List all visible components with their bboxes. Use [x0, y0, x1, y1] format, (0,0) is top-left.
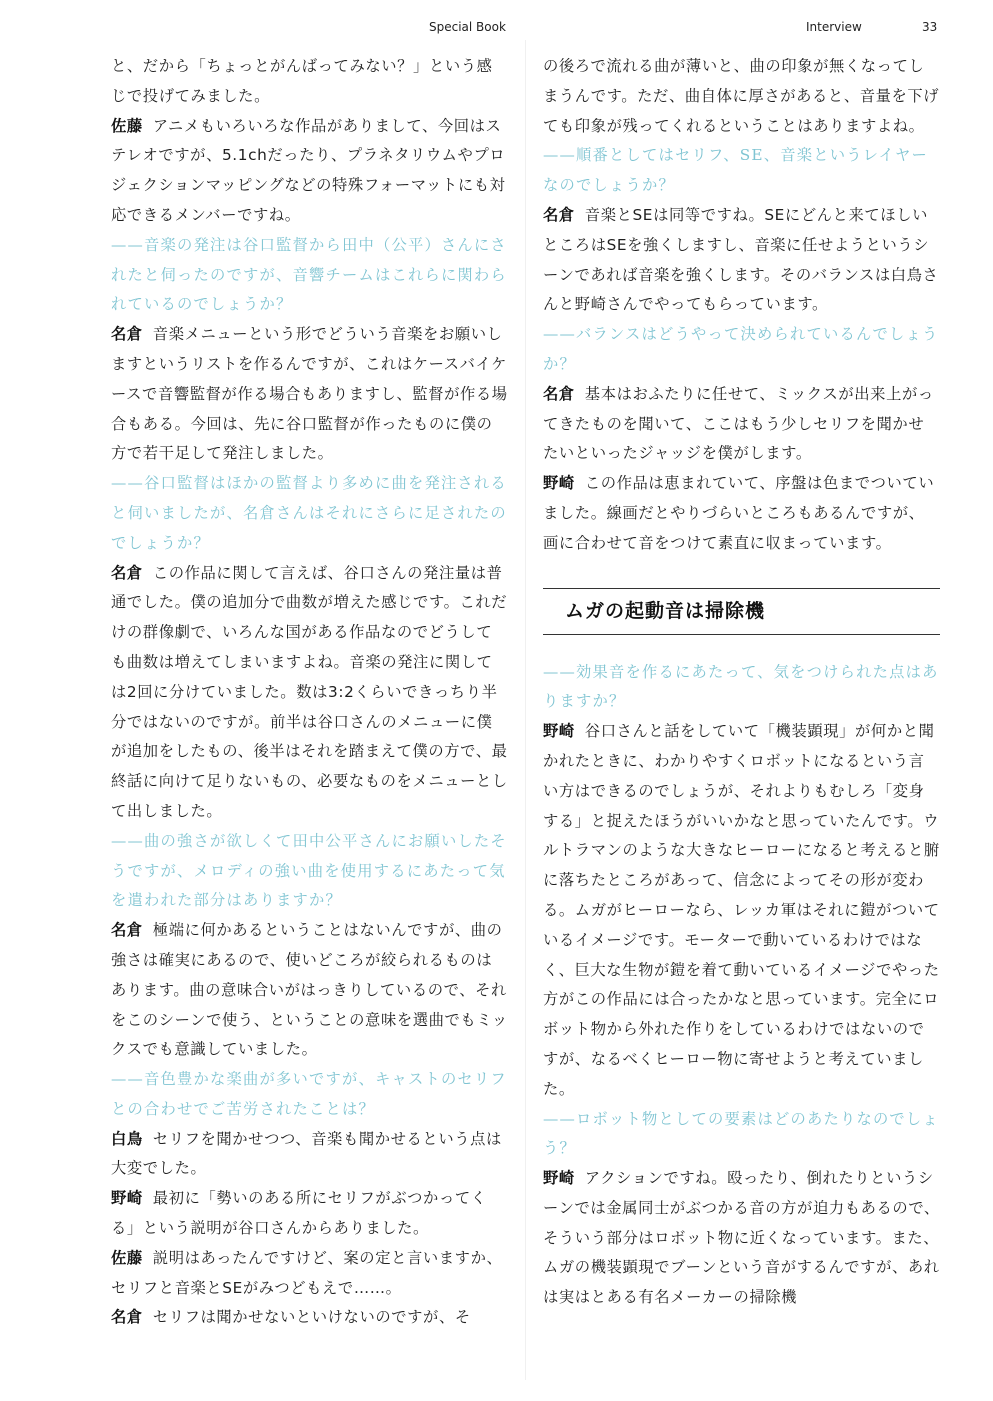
paragraph-text: ——ロボット物としての要素はどのあたりなのでしょう？ — [543, 1109, 939, 1158]
book-title-header: Special Book — [429, 20, 506, 34]
section-header: Interview — [806, 20, 862, 34]
paragraph-text: 極端に何かあるということはないんですが、曲の強さは確実にあるので、使いどころが絞られるものはあります。曲の意味合いがはっきりしているので、それをこのシーンで使う、ということの意味を選曲でもミックスでも意識していました。 — [111, 921, 508, 1059]
interview-question — [543, 320, 940, 380]
speaker-name: 名倉 — [111, 921, 143, 940]
right-column-top — [543, 52, 940, 559]
interview-answer — [111, 916, 508, 1065]
speaker-name: 名倉 — [111, 563, 143, 582]
interview-question — [111, 231, 508, 320]
paragraph-text: ——音楽の発注は谷口監督から田中（公平）さんにされたと伺ったのですが、音響チームはこれらに関わられているのでしょうか？ — [111, 235, 507, 314]
interview-question — [111, 469, 508, 558]
paragraph-text: ——順番としてはセリフ、SE、音楽というレイヤーなのでしょうか？ — [543, 146, 928, 195]
speaker-name: 名倉 — [111, 1308, 143, 1327]
paragraph-text: 最初に「勢いのある所にセリフがぶつかってくる」という説明が谷口さんからありました。 — [111, 1189, 487, 1238]
paragraph-text: 音楽メニューという形でどういう音楽をお願いしますというリストを作るんですが、これはケースバイケースで音響監督が作る場合もありますし、監督が作る場合もある。今回は、先に谷口監督が作ったものに僕の方で若干足して発注しました。 — [111, 325, 508, 463]
paragraph-text: ——谷口監督はほかの監督より多めに曲を発注されると伺いましたが、名倉さんはそれにさらに足されたのでしょうか？ — [111, 474, 507, 552]
interview-answer — [111, 1303, 508, 1333]
interview-question — [543, 658, 940, 718]
interview-question — [543, 1105, 940, 1165]
paragraph-text: アニメもいろいろな作品がありまして、今回はステレオですが、5.1chだったり、プラネタリウムやプロジェクションマッピングなどの特殊フォーマットにも対応できるメンバーですね。 — [111, 116, 506, 224]
paragraph-text: この作品に関して言えば、谷口さんの発注量は普通でした。僕の追加分で曲数が増えた感じです。これだけの群像劇で、いろんな国がある作品なのでどうしても曲数は増えてしまいますよね。音楽の発注に関しては2回に分けていました。数は3:2くらいできっちり半分ではないのですが。前半は谷口さんのメニューに僕が追加をしたもの、後半はそれを踏まえて僕の方で、最終話に向けて足りないもの、必要なものをメニューとして出しました。 — [111, 563, 508, 820]
interview-answer — [543, 380, 940, 469]
page-number: 33 — [922, 20, 938, 34]
interview-answer — [543, 469, 940, 558]
paragraph-text: と、だから「ちょっとがんばってみない？」という感じで投げてみました。 — [111, 57, 493, 105]
interview-answer — [543, 1164, 940, 1313]
interview-answer — [111, 1125, 508, 1185]
section-heading-box — [543, 588, 940, 635]
paragraph-text: ——音色豊かな楽曲が多いですが、キャストのセリフとの合わせでご苦労されたことは？ — [111, 1070, 507, 1118]
speaker-name: 名倉 — [111, 325, 143, 344]
interview-answer — [111, 320, 508, 469]
right-column-bottom — [543, 658, 940, 1314]
left-column — [111, 52, 508, 1333]
interview-answer — [543, 52, 940, 141]
interview-question — [543, 141, 940, 201]
interview-answer — [111, 1184, 508, 1244]
paragraph-text: この作品は恵まれていて、序盤は色までついていました。線画だとやりづらいところもあるんですが、画に合わせて音をつけて素直に収まっています。 — [543, 474, 935, 552]
interview-question — [111, 827, 508, 916]
paragraph-text: ——効果音を作るにあたって、気をつけられた点はありますか？ — [543, 662, 939, 711]
paragraph-text: アクションですね。殴ったり、倒れたりというシーンでは金属同士がぶつかる音の方が迫力もあるので、そういう部分はロボット物に近くなっています。また、ムガの機装顕現でブーンという音がするんですが、あれは実はとある有名メーカーの掃除機 — [543, 1169, 940, 1307]
interview-answer — [543, 201, 940, 320]
right-column — [543, 52, 940, 1313]
speaker-name: 名倉 — [543, 384, 575, 403]
speaker-name: 野崎 — [111, 1189, 143, 1208]
interview-answer — [111, 52, 508, 112]
speaker-name: 野崎 — [543, 722, 575, 741]
speaker-name: 白鳥 — [111, 1129, 143, 1148]
interview-answer — [111, 1244, 508, 1304]
paragraph-text: 谷口さんと話をしていて「機装顕現」が何かと聞かれたときに、わかりやすくロボットになるという言い方はできるのでしょうが、それよりもむしろ「変身する」と捉えたほうがいいかなと思っていたんです。ウルトラマンのような大きなヒーローになると考えると腑に落ちたところがあって、信念によってその形が変わる。ムガがヒーローなら、レッカ軍はそれに鎧がついているイメージです。モーターで動いているわけではなく、巨大な生物が鎧を着て動いているイメージでやった方がこの作品には合ったかなと思っています。完全にロボット物から外れた作りをしているわけではないのですが、なるべくヒーロー物に寄せようと考えていました。 — [543, 722, 940, 1098]
interview-answer — [111, 559, 508, 827]
speaker-name: 野崎 — [543, 474, 575, 493]
interview-answer — [543, 717, 940, 1104]
paragraph-text: セリフを聞かせつつ、音楽も聞かせるという点は大変でした。 — [111, 1129, 502, 1178]
paragraph-text: の後ろで流れる曲が薄いと、曲の印象が無くなってしまうんです。ただ、曲自体に厚さがあると、音量を下げても印象が残ってくれるということはありますよね。 — [543, 57, 940, 135]
paragraph-text: 基本はおふたりに任せて、ミックスが出来上がってきたものを聞いて、ここはもう少しセリフを聞かせたいといったジャッジを僕がします。 — [543, 384, 934, 463]
interview-answer — [111, 112, 508, 231]
speaker-name: 名倉 — [543, 205, 575, 224]
column-gutter — [525, 40, 526, 1380]
paragraph-text: セリフは聞かせないといけないのですが、そ — [152, 1308, 471, 1327]
paragraph-text: 音楽とSEは同等ですね。SEにどんと来てほしいところはSEを強くしますし、音楽に任せようというシーンであれば音楽を強くします。そのバランスは白鳥さんと野崎さんでやってもらっています。 — [543, 205, 939, 314]
paragraph-text: 説明はあったんですけど、案の定と言いますか、セリフと音楽とSEがみつどもえで……。 — [111, 1248, 503, 1297]
section-title: ムガの起動音は掃除機 — [565, 599, 766, 622]
paragraph-text: ——曲の強さが欲しくて田中公平さんにお願いしたそうですが、メロディの強い曲を使用するにあたって気を遣われた部分はありますか？ — [111, 831, 507, 910]
speaker-name: 佐藤 — [111, 1248, 143, 1267]
speaker-name: 佐藤 — [111, 116, 143, 135]
interview-question — [111, 1065, 508, 1125]
paragraph-text: ——バランスはどうやって決められているんでしょうか？ — [543, 325, 939, 373]
speaker-name: 野崎 — [543, 1169, 575, 1188]
